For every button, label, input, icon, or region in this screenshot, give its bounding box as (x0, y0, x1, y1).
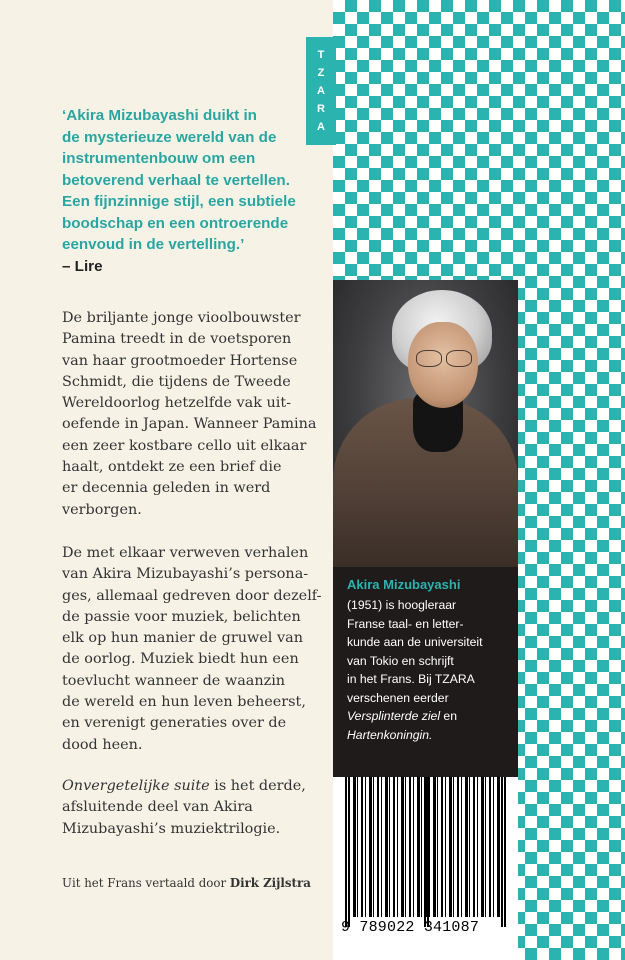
synopsis-paragraph-3 (62, 776, 330, 840)
translator-credit (62, 876, 311, 890)
bio-line: Franse taal- en letter- (347, 616, 464, 631)
quote-line: de mysterieuze wereld van de (62, 128, 277, 146)
book-title: Versplinterde ziel (347, 709, 441, 723)
synopsis-paragraph-1 (62, 308, 330, 521)
quote-attribution: – Lire (62, 258, 103, 275)
logo-letter: T (317, 49, 325, 61)
glasses-right-lens (446, 350, 472, 367)
text-line: de wereld en hun leven beheerst, (62, 694, 306, 711)
bio-line: verschenen eerder (347, 690, 449, 705)
bio-line (347, 726, 512, 745)
isbn-number: 9 789022 341087 (341, 919, 480, 936)
text-line: van haar grootmoeder Hortense (62, 352, 298, 369)
text-line: haalt, ontdekt ze een brief die (62, 459, 282, 476)
quote-line: betoverend verhaal te vertellen. (62, 171, 290, 189)
text-line: De met elkaar verweven verhalen (62, 545, 309, 561)
quote-line: instrumentenbouw om een (62, 150, 256, 167)
text-line: en verenigt generaties over de (62, 715, 287, 732)
logo-letter: A (317, 85, 325, 97)
tzara-logo (306, 37, 336, 145)
text-line: afsluitende deel van Akira (62, 799, 253, 816)
isbn-barcode (333, 777, 518, 960)
bio-line (347, 707, 512, 726)
glasses-left-lens (416, 350, 442, 367)
quote-line: ‘Akira Mizubayashi duikt in (62, 107, 257, 124)
bio-line: in het Frans. Bij TZARA (347, 672, 475, 686)
barcode-guard (504, 777, 506, 927)
book-title: Onvergetelijke suite (62, 778, 210, 794)
text-line: een zeer kostbare cello uit elkaar (62, 437, 307, 454)
text-line: Mizubayashi’s muziektrilogie. (62, 820, 281, 837)
translator-name: Dirk Zijlstra (229, 876, 311, 890)
text-line: elk op hun manier de gruwel van (62, 630, 303, 647)
text-line: Schmidt, die tijdens de Tweede (62, 373, 291, 390)
bio-line: (1951) is hoogleraar (347, 598, 457, 612)
barcode-guard (427, 777, 429, 927)
text-line: toevlucht wanneer de waanzin (62, 672, 286, 689)
quote-line: boodschap en een ontroerende (62, 214, 289, 232)
text-line: dood heen. (62, 736, 143, 753)
credit-prefix: Uit het Frans vertaald door (62, 876, 230, 890)
logo-letter: R (317, 103, 325, 115)
text-line: De briljante jonge vioolbouwster (62, 310, 301, 326)
barcode-guard (501, 777, 503, 927)
text-fragment: en (440, 709, 457, 723)
barcode-guard (348, 777, 350, 927)
press-quote (62, 105, 322, 256)
bio-line: kunde aan de universiteit (347, 635, 483, 649)
text-fragment: is het derde, (209, 778, 306, 794)
quote-line: Een fijnzinnige stijl, een subtiele (62, 193, 296, 210)
text-line: de oorlog. Muziek biedt hun een (62, 651, 299, 668)
quote-line: eenvoud in de vertelling.’ (62, 236, 245, 253)
author-bio-text (347, 596, 512, 744)
text-line: Wereldoorlog hetzelfde vak uit- (62, 395, 292, 412)
text-line: verborgen. (62, 501, 142, 518)
author-photo (333, 280, 518, 567)
text-line: ges, allemaal gedreven door dezelf- (62, 587, 322, 604)
text-line (62, 776, 330, 797)
logo-letter: A (317, 121, 325, 133)
text-line: Pamina treedt in de voetsporen (62, 331, 292, 348)
logo-letter: Z (317, 67, 325, 79)
author-name: Akira Mizubayashi (347, 577, 461, 592)
text-line: oefende in Japan. Wanneer Pamina (62, 416, 317, 433)
author-bio-box (333, 567, 518, 777)
text-line: van Akira Mizubayashi’s persona- (62, 566, 309, 583)
synopsis-paragraph-2 (62, 543, 330, 756)
barcode-guard (345, 777, 347, 927)
barcode-guard (424, 777, 426, 927)
text-line: er decennia geleden in werd (62, 480, 271, 497)
text-line: de passie voor muziek, belichten (62, 608, 301, 625)
book-title: Hartenkoningin. (347, 727, 433, 742)
bio-line: van Tokio en schrijft (347, 653, 454, 668)
